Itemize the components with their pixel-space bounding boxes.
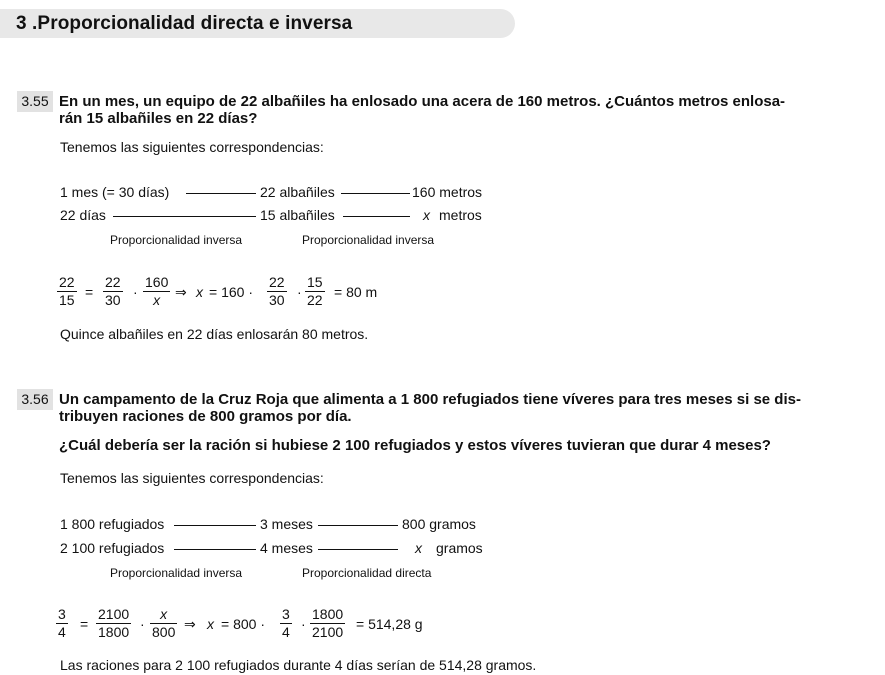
p356-row1-col1: 1 800 refugiados <box>60 516 165 532</box>
problem-3-55-question-line-1: En un mes, un equipo de 22 albañiles ha enlosado una acera de 160 metros. ¿Cuántos metros enlosa- <box>59 93 786 110</box>
p356-row1-line1 <box>174 525 256 526</box>
p356-eq-sign-1: = <box>80 616 89 632</box>
p355-x: x <box>196 284 203 300</box>
p356-x: x <box>207 616 214 632</box>
p356-row2-col1: 2 100 refugiados <box>60 540 165 556</box>
p356-row2-col3-var: x <box>415 540 422 556</box>
problem-3-55-question-line-2: rán 15 albañiles en 22 días? <box>59 110 258 127</box>
p356-row2-col3-unit: gramos <box>436 540 483 556</box>
p356-label-2: Proporcionalidad directa <box>302 566 432 580</box>
problem-number-3-56: 3.56 <box>17 389 53 410</box>
p355-row1-line1 <box>186 193 256 194</box>
problem-3-56-conclusion: Las raciones para 2 100 refugiados durante 4 días serían de 514,28 gramos. <box>60 657 537 673</box>
p356-label-1: Proporcionalidad inversa <box>110 566 243 580</box>
p355-dot-1: · <box>133 284 138 300</box>
p356-row1-col3: 800 gramos <box>402 516 476 532</box>
p355-row2-line2 <box>343 216 410 217</box>
p355-implies: ⇒ <box>175 284 187 300</box>
p355-frac-3: 160 x <box>145 274 169 308</box>
problem-3-56-question-line-1: Un campamento de la Cruz Roja que alimenta a 1 800 refugiados tiene víveres para tres meses si se dis- <box>59 391 801 408</box>
p356-row2-line1 <box>174 549 256 550</box>
p356-row1-col2: 3 meses <box>260 516 313 532</box>
problem-3-55-intro: Tenemos las siguientes correspondencias: <box>60 139 324 155</box>
problem-3-56-question-line-3: ¿Cuál debería ser la ración si hubiese 2 100 refugiados y estos víveres tuvieran que durar 4 meses? <box>59 437 771 454</box>
p355-row1-col2: 22 albañiles <box>260 184 335 200</box>
p355-eq-sign-2: = 160 · <box>209 284 253 300</box>
p355-frac-5: 15 22 <box>307 274 323 308</box>
p356-dot-1: · <box>140 616 145 632</box>
p355-row1-col3: 160 metros <box>412 184 483 200</box>
p356-frac-3: x 800 <box>152 606 176 640</box>
p355-row1-col1: 1 mes (= 30 días) <box>60 184 170 200</box>
section-title: 3 .Proporcionalidad directa e inversa <box>16 13 353 34</box>
p356-frac-1: 3 4 <box>58 606 66 640</box>
p356-row2-line2 <box>318 549 398 550</box>
p355-frac-4: 22 30 <box>269 274 285 308</box>
p355-eq-sign-1: = <box>85 284 94 300</box>
p355-dot-2: · <box>297 284 302 300</box>
p355-row2-col2: 15 albañiles <box>260 207 335 223</box>
problem-3-56-intro: Tenemos las siguientes correspondencias: <box>60 470 324 486</box>
p356-implies: ⇒ <box>184 616 196 632</box>
p356-result: = 514,28 g <box>356 616 423 632</box>
section-header <box>0 9 515 38</box>
problem-3-55-conclusion: Quince albañiles en 22 días enlosarán 80 metros. <box>60 326 369 342</box>
p356-eq-sign-2: = 800 · <box>221 616 265 632</box>
p355-row2-col1: 22 días <box>60 207 106 223</box>
problem-number-3-55: 3.55 <box>17 91 53 112</box>
p356-row1-line2 <box>318 525 398 526</box>
p355-row2-col3-var: x <box>423 207 430 223</box>
p355-row2-col3-unit: metros <box>439 207 482 223</box>
p355-label-2: Proporcionalidad inversa <box>302 233 435 247</box>
p356-dot-2: · <box>301 616 306 632</box>
p355-label-1: Proporcionalidad inversa <box>110 233 243 247</box>
p356-row2-col2: 4 meses <box>260 540 313 556</box>
p355-result: = 80 m <box>334 284 378 300</box>
p355-row1-line2 <box>341 193 410 194</box>
p355-frac-1: 22 15 <box>59 274 75 308</box>
p355-row2-line1 <box>113 216 256 217</box>
p356-frac-5: 1800 2100 <box>312 606 344 640</box>
p356-frac-4: 3 4 <box>282 606 290 640</box>
p356-frac-2: 2100 1800 <box>98 606 130 640</box>
problem-3-56-question-line-2: tribuyen raciones de 800 gramos por día. <box>59 408 352 425</box>
p355-frac-2: 22 30 <box>105 274 121 308</box>
